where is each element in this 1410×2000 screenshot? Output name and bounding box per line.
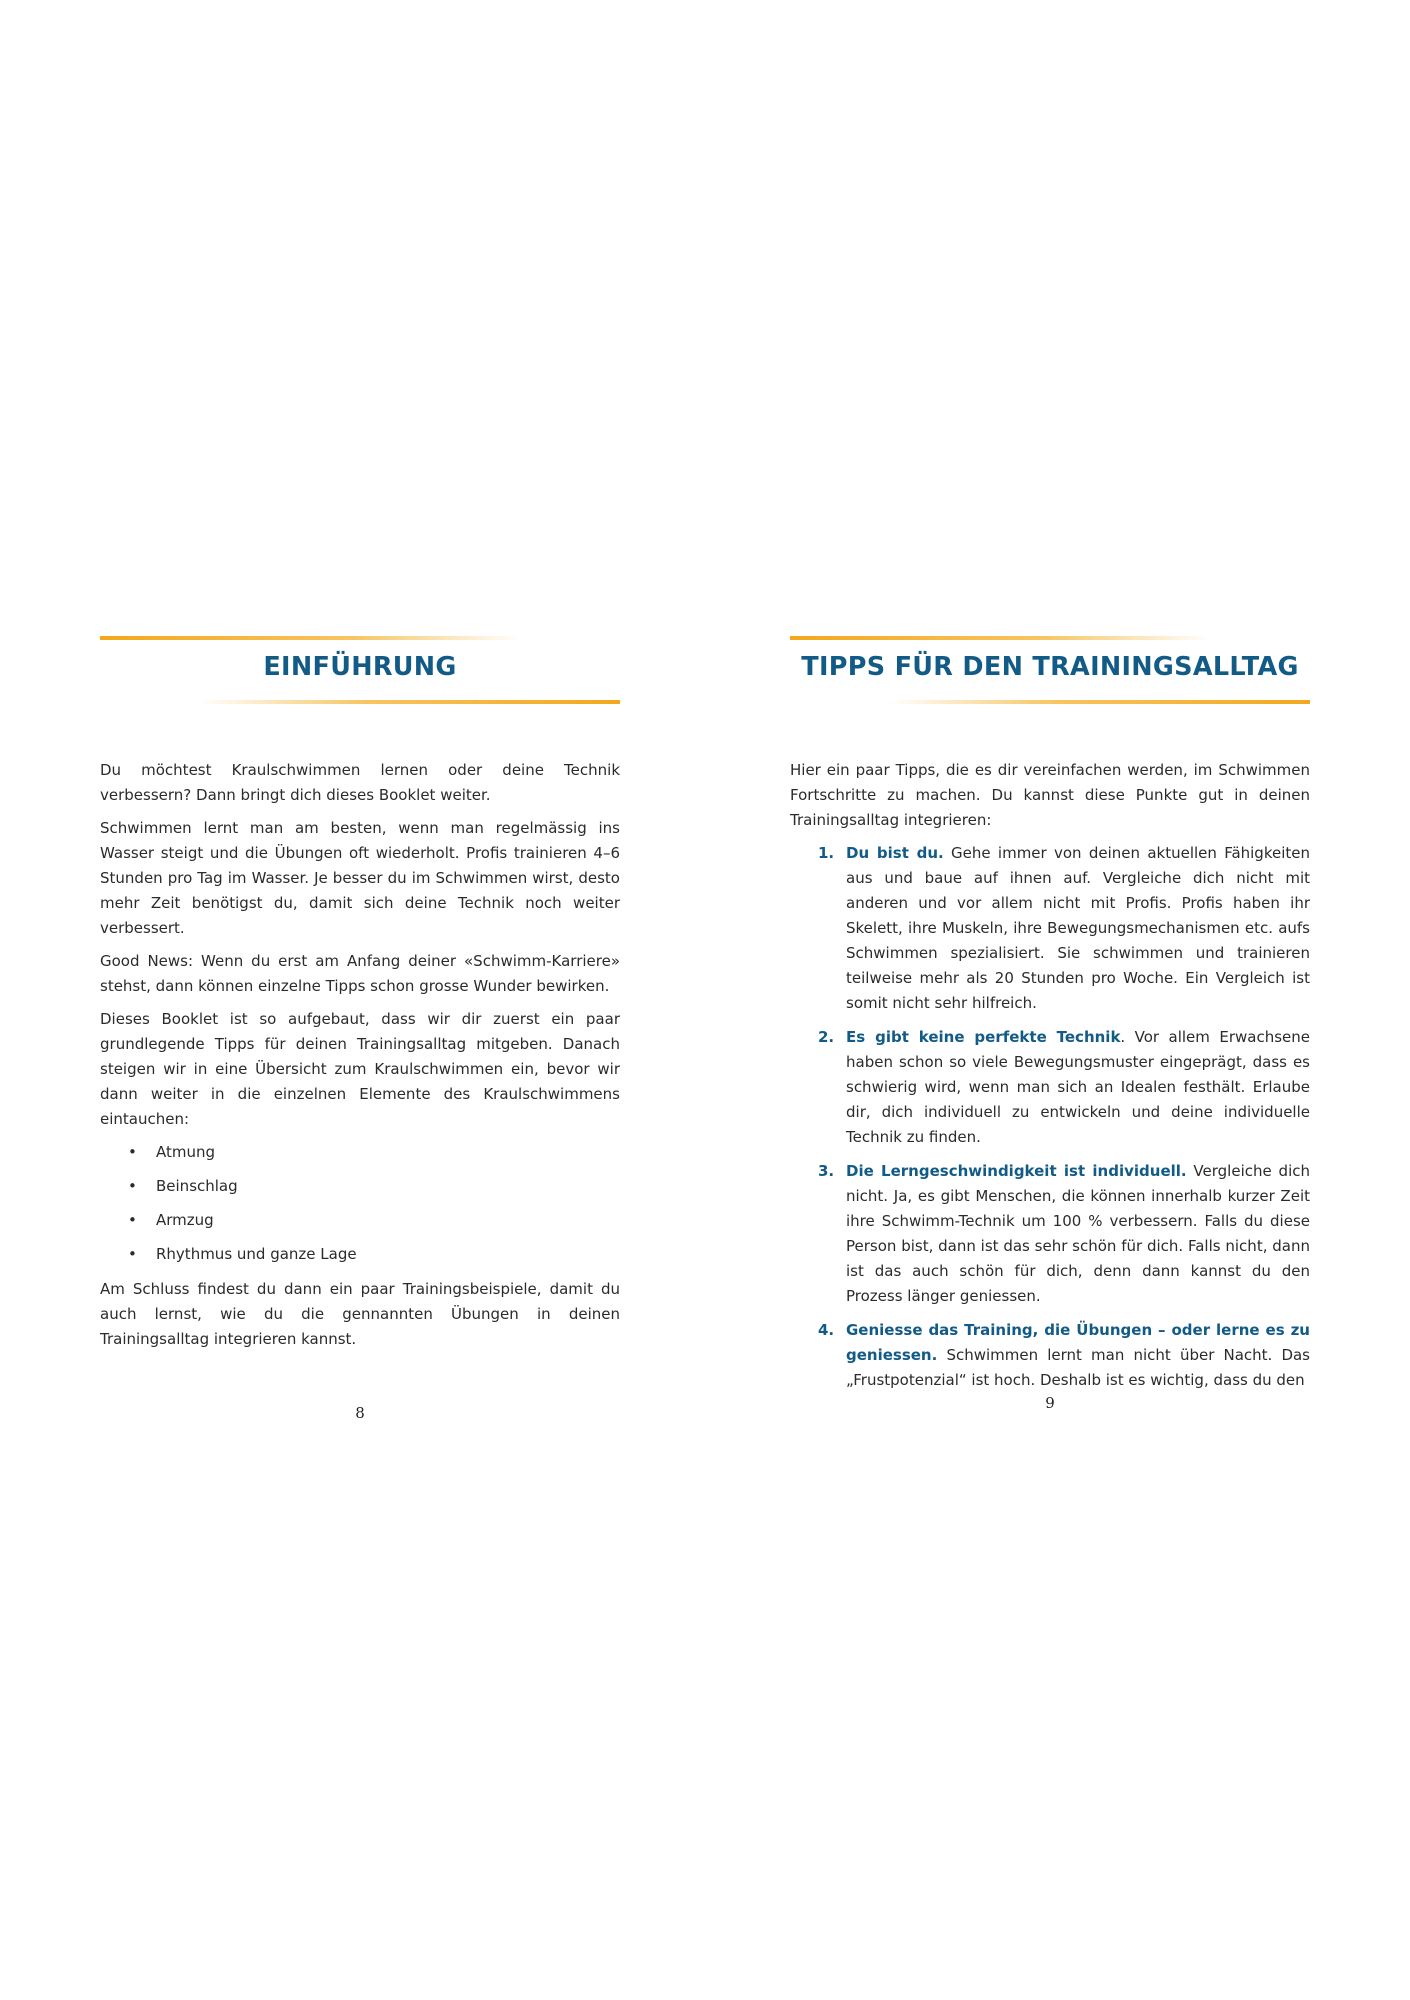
bullet-icon: •	[128, 1211, 137, 1229]
list-item: • Armzug	[100, 1208, 620, 1233]
paragraph: Dieses Booklet ist so aufgebaut, dass wir dir zuerst ein paar grundlegende Tipps für deinen Trainingsalltag mitgeben. Danach steigen wir in eine Übersicht zum Kraulschwimmen ein, bevor wir dann weiter in die einzelnen Elemente des Kraulschwimmens eintauchen:	[100, 1010, 620, 1128]
page-number: 8	[355, 1404, 365, 1422]
list-item: • Rhythmus und ganze Lage	[100, 1242, 620, 1267]
bullet-list	[100, 1140, 620, 1267]
list-item: • Beinschlag	[100, 1174, 620, 1199]
tip-text: . Vor allem Erwachsene haben schon so viele Bewegungsmuster eingeprägt, dass es schwierig wird, wenn man sich an Idealen festhält. Erlaube dir, dich individuell zu entwickeln und deine individuelle Technik zu finden.	[846, 1028, 1310, 1146]
heading-rule-top	[100, 636, 520, 640]
tip-number: 1.	[818, 844, 835, 862]
bullet-icon: •	[128, 1143, 137, 1161]
tip-text: Vergleiche dich nicht. Ja, es gibt Menschen, die können innerhalb kurzer Zeit ihre Schwimm-Technik um 100 % verbessern. Falls du diese Person bist, dann ist das sehr schön für dich. Falls nicht, dann ist das auch schön für dich, denn dann kannst du den Prozess länger geniessen.	[846, 1162, 1310, 1305]
list-item: • Atmung	[100, 1140, 620, 1165]
page-number: 9	[1045, 1394, 1055, 1412]
tip-number: 4.	[818, 1321, 835, 1339]
heading-rule-top	[790, 636, 1210, 640]
body-text	[790, 758, 1310, 1402]
tips-list	[790, 841, 1310, 1393]
heading-rule-bottom	[200, 700, 620, 704]
tip-lead: Es gibt keine perfekte Technik	[846, 1028, 1121, 1046]
page-title: EINFÜHRUNG	[263, 652, 457, 682]
tip-lead: Du bist du.	[846, 844, 944, 862]
paragraph: Du möchtest Kraulschwimmen lernen oder deine Technik verbessern? Dann bringt dich dieses Booklet weiter.	[100, 761, 620, 804]
closing-paragraph: Am Schluss findest du dann ein paar Trainingsbeispiele, damit du auch lernst, wie du die gennannten Übungen in deinen Trainingsalltag integrieren kannst.	[100, 1280, 620, 1348]
tip-item	[790, 1159, 1310, 1309]
tip-lead: Die Lerngeschwindigkeit ist individuell.	[846, 1162, 1187, 1180]
paragraph: Schwimmen lernt man am besten, wenn man regelmässig ins Wasser steigt und die Übungen oft wiederholt. Profis trainieren 4–6 Stunden pro Tag im Wasser. Je besser du im Schwimmen wirst, desto mehr Zeit benötigst du, damit sich deine Technik noch weiter verbessert.	[100, 819, 620, 937]
tip-item	[790, 841, 1310, 1016]
heading-rule-bottom	[890, 700, 1310, 704]
tip-item	[790, 1318, 1310, 1393]
body-text	[100, 758, 620, 1360]
paragraph: Good News: Wenn du erst am Anfang deiner «Schwimm-Karriere» stehst, dann können einzelne Tipps schon grosse Wunder bewirken.	[100, 952, 620, 995]
tip-text: Schwimmen lernt man nicht über Nacht. Das „Frustpotenzial“ ist hoch. Deshalb ist es wichtig, dass du den	[846, 1346, 1310, 1389]
bullet-icon: •	[128, 1177, 137, 1195]
tip-text: Gehe immer von deinen aktuellen Fähigkeiten aus und baue auf ihnen auf. Vergleiche dich nicht mit anderen und vor allem nicht mit Profis. Profis haben ihr Skelett, ihre Muskeln, ihre Bewegungsmechanismen etc. aufs Schwimmen spezialisiert. Sie schwimmen und trainieren teilweise mehr als 20 Stunden pro Woche. Ein Vergleich ist somit nicht sehr hilfreich.	[846, 844, 1310, 1012]
tip-item	[790, 1025, 1310, 1150]
tip-number: 2.	[818, 1028, 835, 1046]
tip-number: 3.	[818, 1162, 835, 1180]
bullet-icon: •	[128, 1245, 137, 1263]
page-title: TIPPS FÜR DEN TRAININGSALLTAG	[801, 652, 1299, 682]
tip-lead: Geniesse das Training, die Übungen – oder lerne es zu geniessen.	[846, 1321, 1310, 1364]
intro-paragraph: Hier ein paar Tipps, die es dir vereinfachen werden, im Schwimmen Fortschritte zu machen. Du kannst diese Punkte gut in deinen Trainingsalltag integrieren:	[790, 761, 1310, 829]
